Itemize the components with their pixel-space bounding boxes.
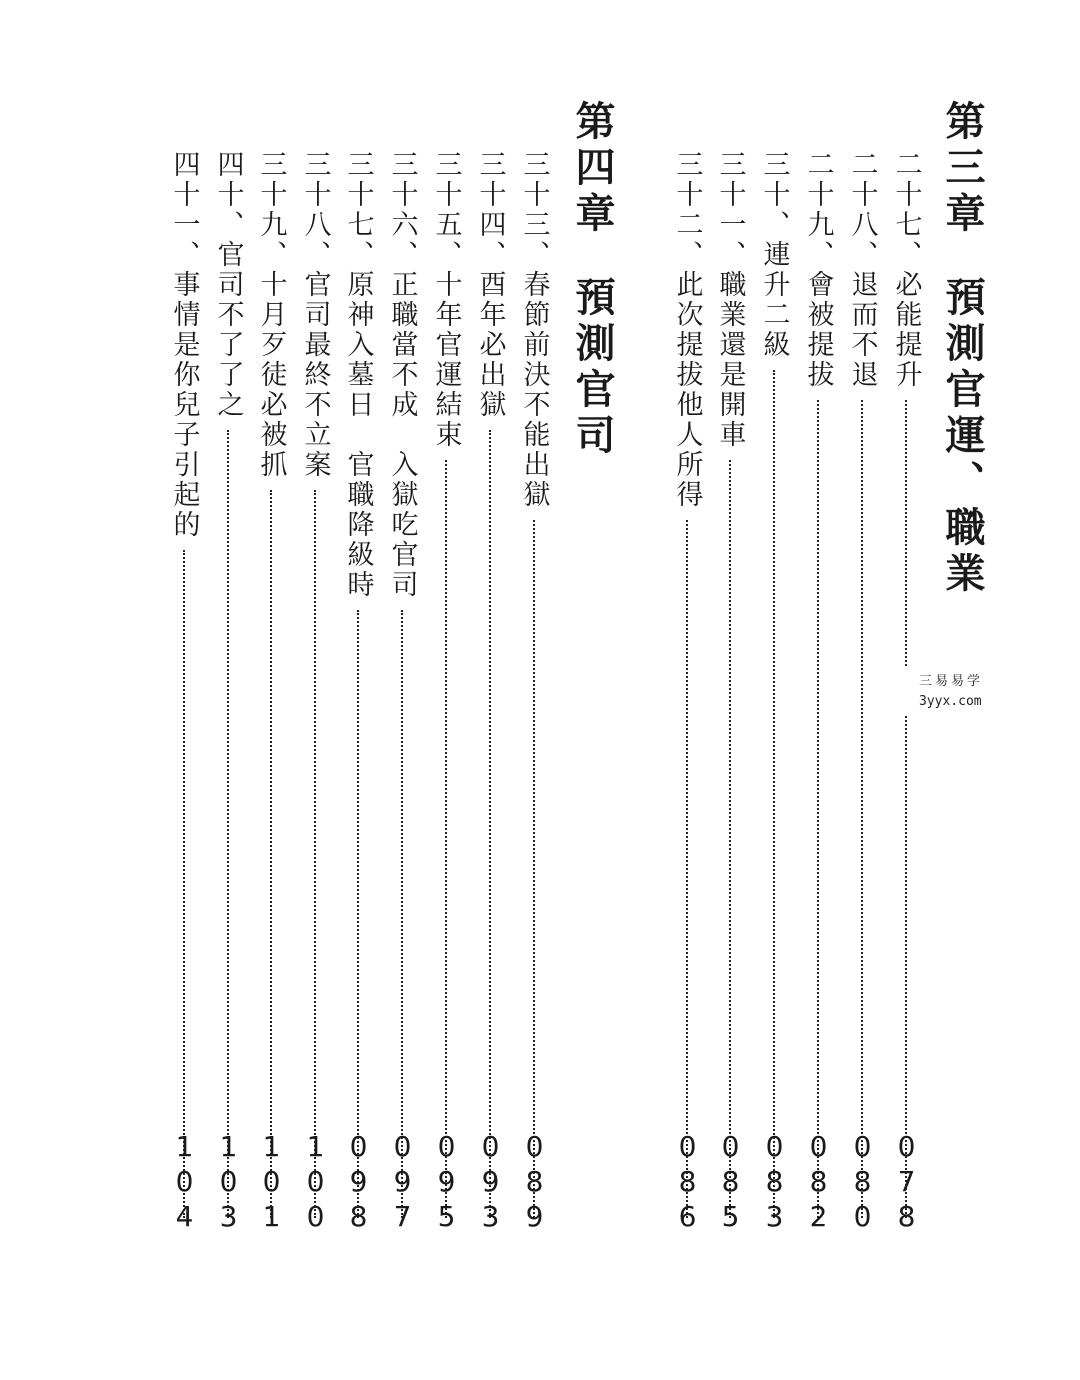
toc-entry-page: 078 <box>890 1130 923 1235</box>
toc-entry-title: 三十二、此次提拔他人所得 <box>671 150 703 510</box>
toc-entry-title: 四十、官司不了了之 <box>212 150 244 420</box>
leader-dots <box>227 430 229 1218</box>
toc-entry[interactable] <box>426 150 466 1235</box>
toc-entry-title: 四十一、事情是你兒子引起的 <box>168 150 200 540</box>
toc-entry-title: 三十六、正職當不成 入獄吃官司 <box>386 150 418 600</box>
leader-dots <box>445 460 447 1218</box>
toc-entry-page: 104 <box>168 1130 201 1235</box>
leader-dots <box>357 610 359 1218</box>
toc-entry[interactable] <box>754 150 794 1235</box>
toc-entry-page: 085 <box>714 1130 747 1235</box>
leader-dots <box>401 610 403 1218</box>
toc-entry-page: 082 <box>802 1130 835 1235</box>
watermark-name: 三易易学 <box>919 674 984 689</box>
leader-dots <box>183 550 185 1218</box>
toc-entry-page: 100 <box>299 1130 332 1235</box>
toc-entry-page: 098 <box>342 1130 375 1235</box>
toc-entry-page: 083 <box>758 1130 791 1235</box>
toc-entry-page: 101 <box>255 1130 288 1235</box>
toc-entry[interactable] <box>382 150 422 1235</box>
toc-entry-title: 三十五、十年官運結束 <box>430 150 462 450</box>
toc-entry-title: 三十七、原神入墓日 官職降級時 <box>342 150 374 600</box>
toc-entry-page: 080 <box>846 1130 879 1235</box>
toc-entry[interactable] <box>710 150 750 1235</box>
chapter-4-number: 第四章 <box>569 100 616 238</box>
chapter-3-heading <box>939 100 986 598</box>
toc-entry[interactable] <box>251 150 291 1235</box>
toc-entry-title: 二十八、退而不退 <box>846 150 878 390</box>
toc-entry[interactable] <box>295 150 335 1235</box>
leader-dots <box>489 430 491 1218</box>
leader-dots <box>270 490 272 1218</box>
leader-dots <box>773 370 775 1218</box>
toc-entry-title: 三十八、官司最終不立案 <box>299 150 331 480</box>
toc-entry-title: 二十九、會被提拔 <box>802 150 834 390</box>
toc-entry-title: 三十三、春節前決不能出獄 <box>518 150 550 510</box>
toc-entry-page: 089 <box>518 1130 551 1235</box>
toc-entry-page: 103 <box>212 1130 245 1235</box>
toc-entry-page: 086 <box>671 1130 704 1235</box>
chapter-4-heading <box>569 100 616 460</box>
chapter-4-title: 預測官司 <box>569 276 616 460</box>
leader-dots <box>314 490 316 1218</box>
toc-entry-title: 三十四、酉年必出獄 <box>474 150 506 420</box>
toc-entry-page: 093 <box>474 1130 507 1235</box>
toc-entry[interactable] <box>338 150 378 1235</box>
toc-entry-page: 095 <box>430 1130 463 1235</box>
watermark <box>905 668 991 716</box>
toc-entry-title: 三十、連升二級 <box>758 150 790 360</box>
toc-entry[interactable] <box>208 150 248 1235</box>
toc-entry[interactable] <box>470 150 510 1235</box>
toc-entry[interactable] <box>667 150 707 1235</box>
toc-entry-page: 097 <box>386 1130 419 1235</box>
leader-dots <box>905 400 907 1218</box>
toc-entry-title: 三十九、十月歹徒必被抓 <box>255 150 287 480</box>
leader-dots <box>817 400 819 1218</box>
watermark-url: 3yyx.com <box>919 694 982 709</box>
toc-entry[interactable] <box>164 150 204 1235</box>
toc-entry[interactable] <box>842 150 882 1235</box>
toc-entry[interactable] <box>514 150 554 1235</box>
chapter-3-title: 預測官運、職業 <box>939 276 986 598</box>
toc-entry[interactable] <box>798 150 838 1235</box>
chapter-3-number: 第三章 <box>939 100 986 238</box>
toc-entry-title: 二十七、必能提升 <box>890 150 922 390</box>
leader-dots <box>729 460 731 1218</box>
leader-dots <box>533 520 535 1218</box>
toc-entry-title: 三十一、職業還是開車 <box>714 150 746 450</box>
leader-dots <box>861 400 863 1218</box>
leader-dots <box>686 520 688 1218</box>
